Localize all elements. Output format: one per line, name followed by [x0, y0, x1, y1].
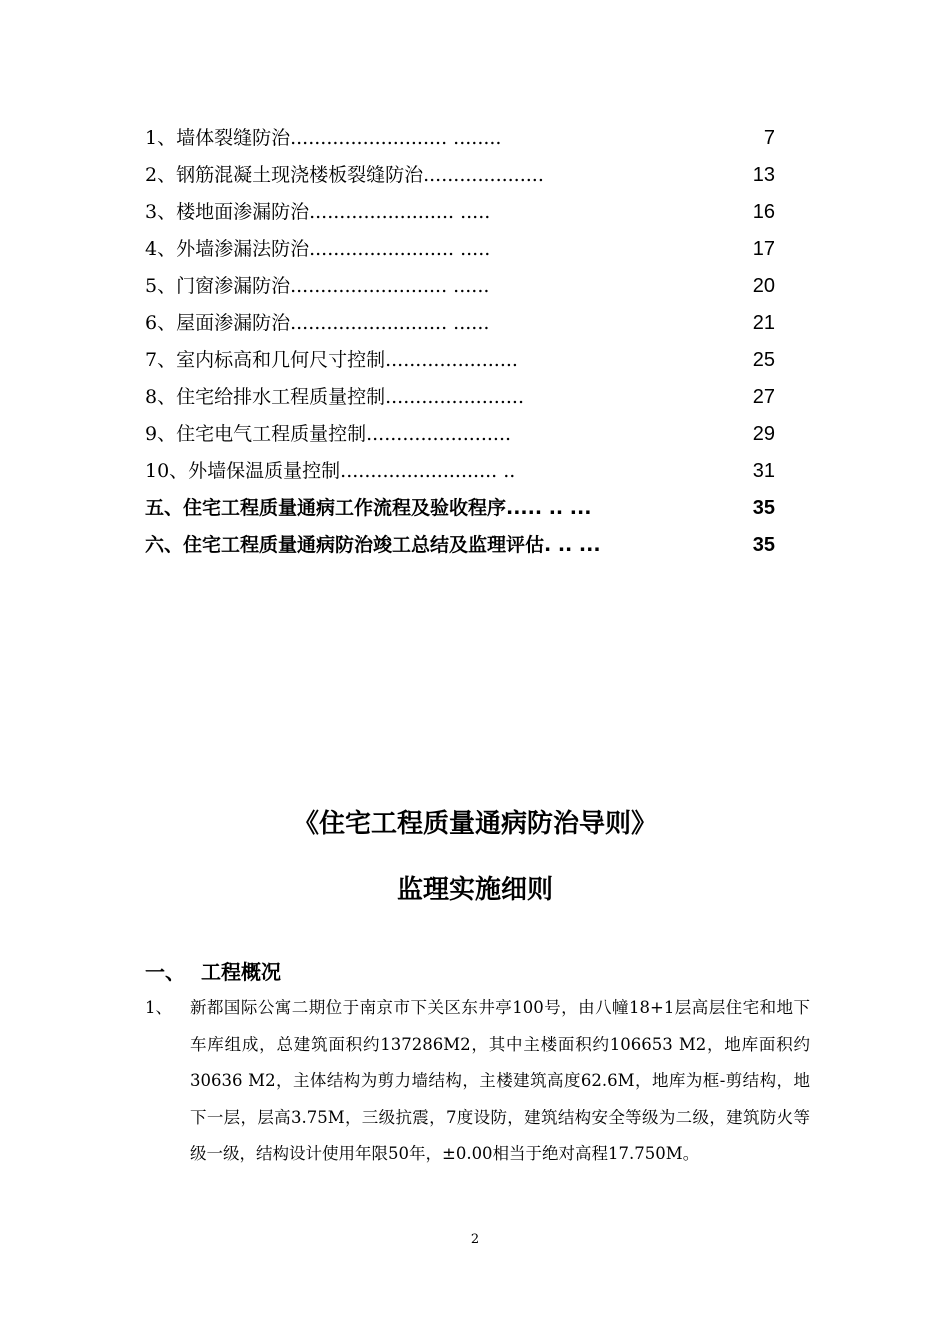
toc-entry-page: 13 — [752, 164, 775, 186]
page-number: 2 — [470, 1232, 480, 1247]
toc-entry-page: 20 — [752, 275, 775, 297]
toc-entry-text: 9、住宅电气工程质量控制........................ — [145, 423, 512, 445]
toc-entry — [145, 194, 775, 231]
toc-entry-page: 17 — [752, 238, 775, 260]
document-title: 《住宅工程质量通病防治导则》 — [292, 809, 657, 839]
toc-entry-text: 六、住宅工程质量通病防治竣工总结及监理评估. .. ... — [145, 534, 601, 556]
toc-entry — [145, 342, 775, 379]
toc-entry-page: 27 — [752, 386, 775, 408]
toc-entry-page: 35 — [752, 497, 775, 519]
toc-entry-text: 6、屋面渗漏防治.......................... ...... — [145, 312, 490, 334]
toc-entry-page: 16 — [752, 201, 775, 223]
toc-entry-text: 1、墙体裂缝防治.......................... ........ — [145, 127, 502, 149]
toc-entry — [145, 453, 775, 490]
toc-entry-text: 7、室内标高和几何尺寸控制...................... — [145, 349, 518, 371]
toc-entry-section — [145, 490, 775, 527]
section-heading — [145, 956, 281, 985]
paragraph-number: 1、 — [145, 998, 172, 1017]
toc-entry — [145, 305, 775, 342]
paragraph-text: 新都国际公寓二期位于南京市下关区东井亭100号，由八幢18+1层高层住宅和地下车库组成，总建筑面积约137286M2，其中主楼面积约106653 M2，地库面积约30636 M2，主体结构为剪力墙结构，主楼建筑高度62.6M，地库为框-剪结构，地下一层，层高3.75M，三级抗震，7度设防，建筑结构安全等级为二级，建筑防火等级一级，结构设计使用年限50年，±0.00相当于绝对高程17.750M。 — [190, 998, 810, 1163]
section-number: 一、 — [145, 960, 185, 984]
document-subtitle: 监理实施细则 — [396, 875, 553, 905]
toc-entry-page: 29 — [752, 423, 775, 445]
toc-entry-page: 25 — [752, 349, 775, 371]
toc-entry — [145, 157, 775, 194]
toc-entry — [145, 379, 775, 416]
table-of-contents — [145, 120, 775, 564]
toc-entry-page: 21 — [752, 312, 775, 334]
toc-entry — [145, 120, 775, 157]
toc-entry-text: 8、住宅给排水工程质量控制....................... — [145, 386, 524, 408]
toc-entry-page: 35 — [752, 534, 775, 556]
paragraph — [145, 990, 810, 1173]
toc-entry-text: 4、外墙渗漏法防治........................ ..... — [145, 238, 491, 260]
toc-entry — [145, 268, 775, 305]
toc-entry-text: 10、外墙保温质量控制.......................... .. — [145, 460, 516, 482]
toc-entry — [145, 416, 775, 453]
toc-entry-text: 5、门窗渗漏防治.......................... ...... — [145, 275, 490, 297]
toc-entry — [145, 231, 775, 268]
section-title: 工程概况 — [201, 960, 281, 984]
toc-entry-page: 7 — [763, 127, 775, 149]
toc-entry-text: 3、楼地面渗漏防治........................ ..... — [145, 201, 491, 223]
toc-entry-text: 2、钢筋混凝土现浇楼板裂缝防治.................... — [145, 164, 544, 186]
toc-entry-page: 31 — [752, 460, 775, 482]
toc-entry-text: 五、住宅工程质量通病工作流程及验收程序..... .. ... — [145, 497, 592, 519]
toc-entry-section — [145, 527, 775, 564]
